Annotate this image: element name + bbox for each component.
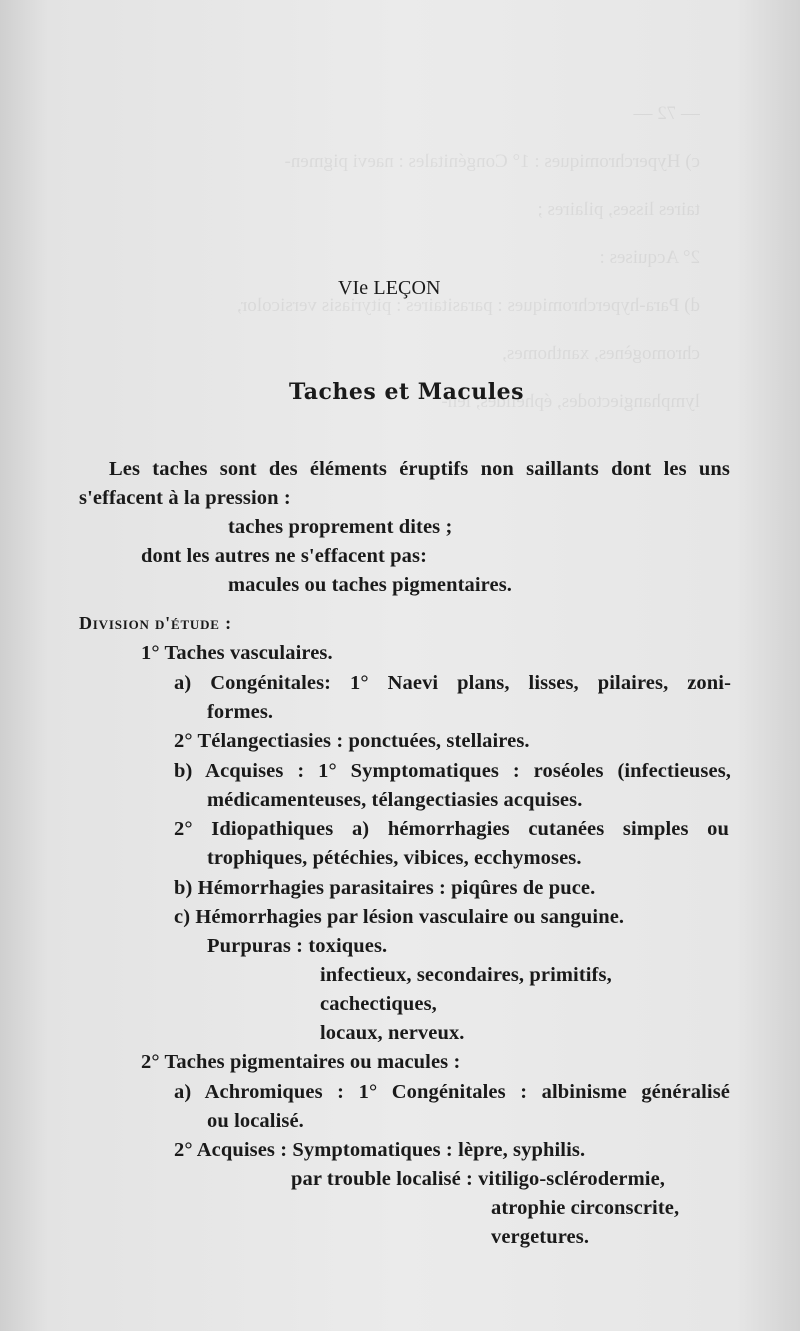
list-item: vergetures. <box>491 1226 590 1248</box>
list-item: 1° Taches vasculaires. <box>141 642 333 664</box>
list-item: atrophie circonscrite, <box>491 1197 680 1219</box>
text-line: Les taches sont des éléments éruptifs non saillants dont les uns <box>109 458 730 480</box>
list-item: formes. <box>207 701 274 723</box>
text-line: dont les autres ne s'effacent pas: <box>141 545 428 567</box>
page-title: Taches et Macules <box>289 379 525 405</box>
list-item: trophiques, pétéchies, vibices, ecchymoses. <box>207 847 582 869</box>
list-item: médicamenteuses, télangectiasies acquises. <box>207 789 583 811</box>
list-item: b) Hémorrhagies parasitaires : piqûres de puce. <box>174 877 596 899</box>
list-item: par trouble localisé : vitiligo-sclérodermie, <box>291 1168 666 1190</box>
list-item: ou localisé. <box>207 1110 304 1132</box>
list-item: cachectiques, <box>320 993 437 1015</box>
list-item: 2° Taches pigmentaires ou macules : <box>141 1051 461 1073</box>
text-line: macules ou taches pigmentaires. <box>228 574 513 596</box>
list-item: 2° Idiopathiques a) hémorrhagies cutanées simples ou <box>174 818 729 840</box>
text-line: s'effacent à la pression : <box>79 487 291 509</box>
bleed-through-text: — 72 — c) Hyperchromiques : 1° Congénitales : naevi pigmen- taires lisses, pilaires ; 2° Acquises : d) Para-hyperchromiques : parasitaires : pityriasis versicolor, chromogènes, xanthomes, lymphangiectodes, éphélides, len- <box>236 103 700 412</box>
list-item: a) Congénitales: 1° Naevi plans, lisses, pilaires, zoni- <box>174 672 731 694</box>
list-item: 2° Télangectiasies : ponctuées, stellaires. <box>174 730 530 752</box>
list-item: Purpuras : toxiques. <box>207 935 388 957</box>
lesson-heading: VIe LEÇON <box>338 277 441 299</box>
list-item: a) Achromiques : 1° Congénitales : albinisme généralisé <box>174 1081 730 1103</box>
list-item: infectieux, secondaires, primitifs, <box>320 964 612 986</box>
list-item: 2° Acquises : Symptomatiques : lèpre, syphilis. <box>174 1139 586 1161</box>
section-heading: Division d'étude : <box>79 613 232 633</box>
text-line: taches proprement dites ; <box>228 516 453 538</box>
list-item: b) Acquises : 1° Symptomatiques : roséoles (infectieuses, <box>174 760 731 782</box>
list-item: c) Hémorrhagies par lésion vasculaire ou sanguine. <box>174 906 625 928</box>
list-item: locaux, nerveux. <box>320 1022 465 1044</box>
